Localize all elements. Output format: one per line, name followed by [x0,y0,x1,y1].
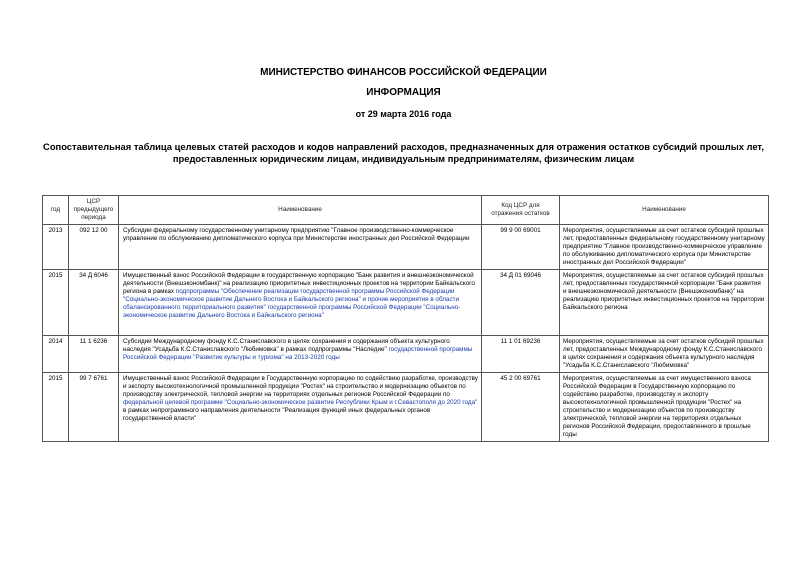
col-header-code: Код ЦСР для отражения остатков [482,196,560,225]
cell-year: 2015 [43,270,69,336]
table-row [43,336,769,373]
cell-csr: 11 1 6236 [69,336,119,373]
cell-name2: Мероприятия, осуществляемые за счет остатков субсидий прошлых лет, предоставленных государственной корпорации "Банк развития и внешнеэкономической деятельности (Внешэкономбанк)" на реализацию приоритетных инвестиционных проектов на территории Байкальского региона [560,270,769,336]
cell-name2: Мероприятия, осуществляемые за счет имущественного взноса Российской Федерации в Государственную корпорацию по содействию разработке, производству и экспорту высокотехнологичной промышленной продукции "Ростех" на строительство и модернизацию объектов по производству электрической, тепловой энергии на территориях отдельных регионов Российской Федерации, предоставленного в прошлые годы [560,373,769,442]
col-header-year: год [43,196,69,225]
col-header-name2: Наименование [560,196,769,225]
table-header-row [43,196,769,225]
cell-code: 34 Д 01 69046 [482,270,560,336]
cell-year: 2015 [43,373,69,442]
title-line-1: Сопоставительная таблица целевых статей расходов и кодов направлений расходов, предназначенных для отражения остатков субсидий прошлых лет, [43,141,764,152]
cell-csr: 092 12 00 [69,225,119,270]
cell-name2: Мероприятия, осуществляемые за счет остатков субсидий прошлых лет, предоставленных Международному фонду К.С.Станиславского в целях сохранения и содержания объекта культурного наследия "Усадьба К.С.Станиславского "Любимовка" [560,336,769,373]
document-title [40,141,767,165]
table-row [43,270,769,336]
col-header-csr: ЦСР предыдущего периода [69,196,119,225]
ministry-heading: МИНИСТЕРСТВО ФИНАНСОВ РОССИЙСКОЙ ФЕДЕРАЦИИ [260,67,547,78]
cell-code: 45 2 00 69761 [482,373,560,442]
cell-year: 2013 [43,225,69,270]
cell-name [119,336,482,373]
cell-year: 2014 [43,336,69,373]
name-text-tail: в рамках непрограммного направления деятельности "Реализация функций иных федеральных органов государственной власти" [123,407,431,422]
cell-csr: 99 7 6761 [69,373,119,442]
name-text: Имущественный взнос Российской Федерации в государственную корпорацию "Банк развития и внешнеэкономической деятельности (Внешэкономбанк)" на реализацию приоритетных инвестиционных проектов на территории Байкальского региона в рамках [123,272,475,295]
name-text: Имущественный взнос Российской Федерации в Государственную корпорацию по содействию разработке, производству и экспорту высокотехнологичной промышленной продукции "Ростех" на строительство и модернизацию объектов по производству электрической, тепловой энергии на территориях отдельных регионов Российской Федерации по [123,375,478,398]
document-date: от 29 марта 2016 года [355,109,452,119]
cell-csr: 34 Д 6046 [69,270,119,336]
name-text: Субсидии федеральному государственному унитарному предприятию "Главное производственно-коммерческое управление по обслуживанию дипломатического корпуса при Министерстве иностранных дел Российской Федерации [123,227,470,242]
cell-code: 11 1 01 69236 [482,336,560,373]
program-link[interactable]: федеральной целевой программе "Социально-экономическое развитие Республики Крым и г.Севастополя до 2020 года" [123,399,478,406]
program-link[interactable]: подпрограммы "Обеспечение реализации государственной программы Российской Федерации "Социально-экономическое развитие Дальнего Востока и Байкальского региона" и прочие мероприятия в области сбалансированного территориального развития" государственной программы Российской Федерации "Социально-экономическое развитие Дальнего Востока и Байкальского региона" [123,288,461,319]
cell-code: 99 9 00 69001 [482,225,560,270]
table-row [43,225,769,270]
cell-name [119,270,482,336]
col-header-name: Наименование [119,196,482,225]
cell-name [119,225,482,270]
cell-name2: Мероприятия, осуществляемые за счет остатков субсидий прошлых лет, предоставленных федеральному государственному унитарному предприятию "Главное производственно-коммерческое управление по обслуживанию дипломатического корпуса при Министерстве иностранных дел Российской Федерации" [560,225,769,270]
name-text: Субсидии Международному фонду К.С.Станиславского в целях сохранения и содержания объекта культурного наследия "Усадьба К.С.Станиславского "Любимовка" в рамках подпрограммы "Наследие" [123,338,450,353]
cell-name [119,373,482,442]
comparison-table [42,195,769,442]
title-line-2: предоставленных юридическим лицам, индивидуальным предпринимателям, физическим лицам [172,153,635,164]
program-link[interactable]: государственной программы Российской Федерации "Развитие культуры и туризма" на 2013-2020 годы [123,346,473,361]
document-type-heading: ИНФОРМАЦИЯ [366,87,441,98]
table-row [43,373,769,442]
